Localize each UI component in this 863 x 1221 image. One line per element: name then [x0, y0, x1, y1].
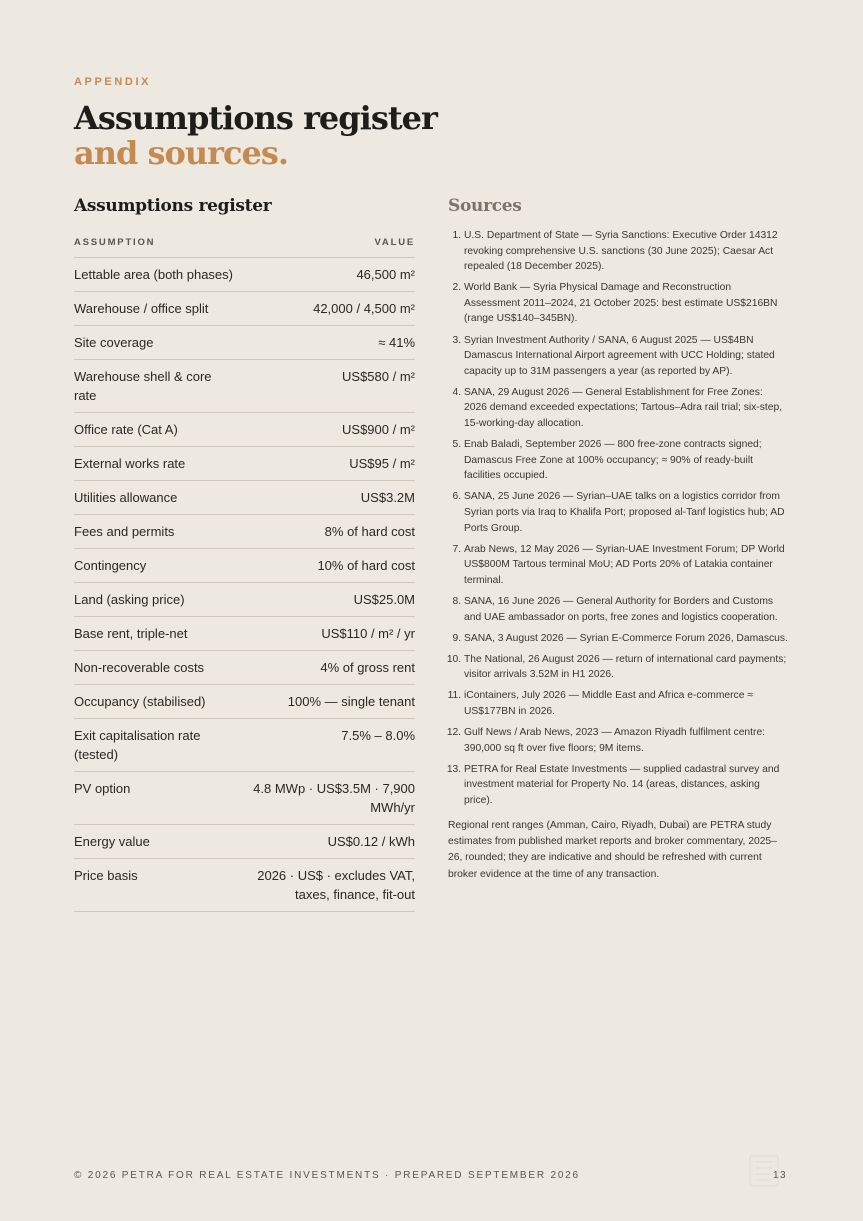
assumption-label: Price basis: [74, 868, 138, 883]
assumption-label: PV option: [74, 781, 131, 796]
watermark-logo-icon: [742, 1152, 786, 1190]
table-row: [74, 326, 415, 360]
assumption-value: 42,000 / 4,500 m²: [313, 301, 415, 316]
table-row: [74, 447, 415, 481]
list-item: 1. U.S. Department of State — Syria Sanctions: Executive Order 14312 revoking comprehensive U.S. sanctions (30 June 2025); Caesar Act repealed (18 December 2025).: [464, 228, 788, 275]
assumption-label: Utilities allowance: [74, 490, 178, 505]
table-row: [74, 258, 415, 292]
table-row: [74, 825, 415, 859]
list-item: 10. The National, 26 August 2026 — return of international card payments; visitor arrivals 3.52M in H1 2026.: [464, 652, 788, 683]
assumption-value: 8% of hard cost: [324, 524, 415, 539]
table-row: [74, 685, 415, 719]
list-item: 9. SANA, 3 August 2026 — Syrian E-Commerce Forum 2026, Damascus.: [464, 631, 788, 647]
sources-note: Regional rent ranges (Amman, Cairo, Riyadh, Dubai) are PETRA study estimates from published market reports and broker commentary, 2025–26, rounded; they are indicative and should be refreshed with current broker evidence at the time of any transaction.: [448, 819, 777, 880]
page-title-line-2: and sources.: [74, 134, 288, 172]
footer-copyright: © 2026 PETRA FOR REAL ESTATE INVESTMENTS · PREPARED SEPTEMBER 2026: [74, 1170, 580, 1181]
assumption-value: 4.8 MWp · US$3.5M · 7,900 MWh/yr: [253, 781, 415, 815]
list-item: 12. Gulf News / Arab News, 2023 — Amazon Riyadh fulfilment centre: 390,000 sq ft over five floors; 9M items.: [464, 725, 788, 756]
table-row: [74, 617, 415, 651]
assumption-value: US$95 / m²: [349, 456, 415, 471]
assumption-value: US$0.12 / kWh: [327, 834, 415, 849]
page-number: 13: [773, 1170, 788, 1181]
list-item: 3. Syrian Investment Authority / SANA, 6 August 2025 — US$4BN Damascus International Airport agreement with UCC Holding; stated capacity up to 31M passengers a year (as reported by AP).: [464, 333, 788, 380]
sources-list: [448, 228, 788, 809]
table-row: [74, 292, 415, 326]
sources-section: [448, 196, 788, 894]
table-row: [74, 515, 415, 549]
page-title: [74, 101, 437, 171]
assumption-label: External works rate: [74, 456, 186, 471]
assumption-label: Site coverage: [74, 335, 154, 350]
column-header-value: VALUE: [374, 237, 415, 248]
assumptions-heading: Assumptions register: [74, 196, 272, 216]
assumption-label: Non-recoverable costs: [74, 660, 205, 675]
list-item: 7. Arab News, 12 May 2026 — Syrian-UAE Investment Forum; DP World US$800M Tartous terminal MoU; AD Ports 20% of Latakia container terminal.: [464, 542, 788, 589]
assumption-value: US$110 / m² / yr: [321, 626, 415, 641]
assumption-label: Land (asking price): [74, 592, 185, 607]
assumption-label: Warehouse / office split: [74, 301, 209, 316]
assumption-value: US$580 / m²: [342, 369, 415, 384]
list-item: 11. iContainers, July 2026 — Middle East and Africa e-commerce ≈ US$177BN in 2026.: [464, 688, 788, 719]
list-item: 6. SANA, 25 June 2026 — Syrian–UAE talks on a logistics corridor from Syrian ports via Iraq to Khalifa Port; proposed al-Tanf logistics hub; AD Ports Group.: [464, 489, 788, 536]
assumption-label: Contingency: [74, 558, 147, 573]
list-item: 5. Enab Baladi, September 2026 — 800 free-zone contracts signed; Damascus Free Zone at 100% occupancy; ≈ 90% of ready-built facilities occupied.: [464, 437, 788, 484]
section-kicker: APPENDIX: [74, 76, 152, 88]
assumption-label: Energy value: [74, 834, 150, 849]
assumption-label: Fees and permits: [74, 524, 175, 539]
assumption-label: Occupancy (stabilised): [74, 694, 206, 709]
assumption-label: Lettable area (both phases): [74, 267, 233, 282]
assumption-label: Office rate (Cat A): [74, 422, 178, 437]
page-title-line-1: Assumptions register: [74, 99, 437, 137]
assumption-label: Warehouse shell & core rate: [74, 369, 212, 403]
table-row: [74, 651, 415, 685]
assumption-label: Exit capitalisation rate (tested): [74, 728, 201, 762]
list-item: 8. SANA, 16 June 2026 — General Authority for Borders and Customs and UAE ambassador on ports, free zones and logistics cooperation.: [464, 594, 788, 625]
assumption-label: Base rent, triple-net: [74, 626, 188, 641]
assumption-value: US$3.2M: [360, 490, 415, 505]
assumption-value: ≈ 41%: [378, 335, 415, 350]
assumption-value: 7.5% – 8.0%: [341, 728, 415, 743]
list-item: 13. PETRA for Real Estate Investments — supplied cadastral survey and investment material for Property No. 14 (areas, distances, asking price).: [464, 762, 788, 809]
assumption-value: US$900 / m²: [342, 422, 415, 437]
table-row: [74, 360, 415, 413]
assumption-value: 2026 · US$ · excludes VAT, taxes, finance, fit-out: [257, 868, 415, 902]
table-row: [74, 549, 415, 583]
assumption-value: 4% of gross rent: [320, 660, 415, 675]
table-row: [74, 583, 415, 617]
sources-heading: Sources: [448, 196, 522, 216]
table-row: [74, 481, 415, 515]
table-row: [74, 413, 415, 447]
list-item: 2. World Bank — Syria Physical Damage and Reconstruction Assessment 2011–2024, 21 October 2025: best estimate US$216BN (range US$140–345BN).: [464, 280, 788, 327]
assumption-value: US$25.0M: [353, 592, 415, 607]
assumption-value: 100% — single tenant: [287, 694, 415, 709]
assumptions-register: [74, 196, 415, 912]
table-row: [74, 859, 415, 912]
assumptions-table-header: [74, 237, 415, 258]
list-item: 4. SANA, 29 August 2026 — General Establishment for Free Zones: 2026 demand exceeded expectations; Tartous–Adra rail trial; six-step, 15-working-day allocation.: [464, 385, 788, 432]
table-row: [74, 719, 415, 772]
table-row: [74, 772, 415, 825]
assumption-value: 46,500 m²: [356, 267, 415, 282]
assumption-value: 10% of hard cost: [317, 558, 415, 573]
assumptions-table-body: [74, 258, 415, 912]
column-header-assumption: ASSUMPTION: [74, 237, 156, 248]
